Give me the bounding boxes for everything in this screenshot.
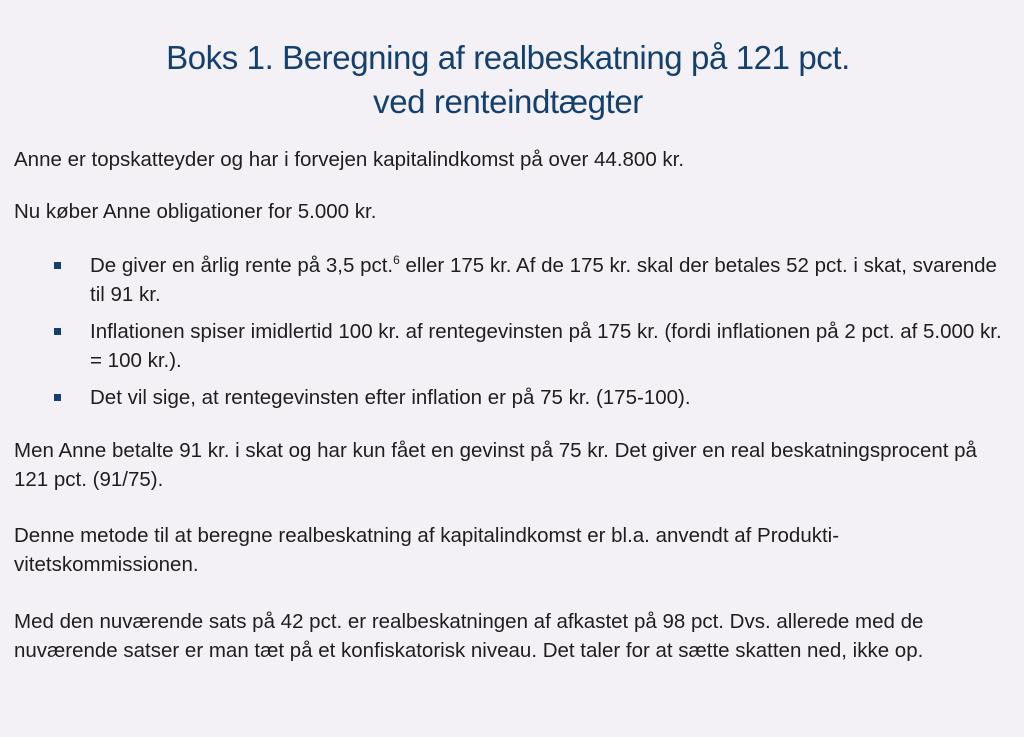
bullet-item-inflation (14, 317, 1002, 375)
paragraph-konklusion: Med den nuværende sats på 42 pct. er realbeskatningen af afkastet på 98 pct. Dvs. allerede med de nuværende satser er man tæt på et konfiskatorisk niveau. Det taler for at sætte skatten ned, ikke op. (14, 610, 924, 662)
bullet-text: Inflationen spiser imidlertid 100 kr. af rentegevinsten på 175 kr. (fordi inflationen på 2 pct. af 5.000 kr. = 100 kr.). (90, 320, 1002, 372)
bullet-item-rente (14, 251, 1002, 309)
bullet-item-rentegevinst (14, 383, 1002, 412)
paragraph-metode: Denne metode til at beregne realbeskatning af kapitalindkomst er bl.a. anvendt af Produktivitetskommissionen. (14, 524, 840, 576)
bullet-list (14, 251, 1002, 412)
square-bullet-icon (54, 394, 61, 401)
footnote-reference: 6 (393, 253, 400, 267)
square-bullet-icon (54, 328, 61, 335)
paragraph-beskatningsprocent: Men Anne betalte 91 kr. i skat og har kun fået en gevinst på 75 kr. Det giver en real beskatningsprocent på 121 pct. (91/75). (14, 439, 977, 491)
square-bullet-icon (54, 262, 61, 269)
box-title-line-1: Boks 1. Beregning af realbeskatning på 121 pct. (166, 39, 850, 76)
box-title-line-2: ved renteindtægter (373, 83, 643, 120)
paragraph-obligationer: Nu køber Anne obligationer for 5.000 kr. (14, 200, 377, 223)
bullet-text: Det vil sige, at rentegevinsten efter inflation er på 75 kr. (175-100). (90, 386, 691, 409)
bullet-text-after: eller 175 kr. Af de 175 kr. skal der betales 52 pct. i skat, svarende til 91 kr. (90, 254, 997, 306)
paragraph-topskat: Anne er topskatteyder og har i forvejen kapitalindkomst på over 44.800 kr. (14, 148, 685, 171)
box-title (14, 0, 1002, 124)
bullet-text-before: De giver en årlig rente på 3,5 pct. (90, 254, 394, 277)
